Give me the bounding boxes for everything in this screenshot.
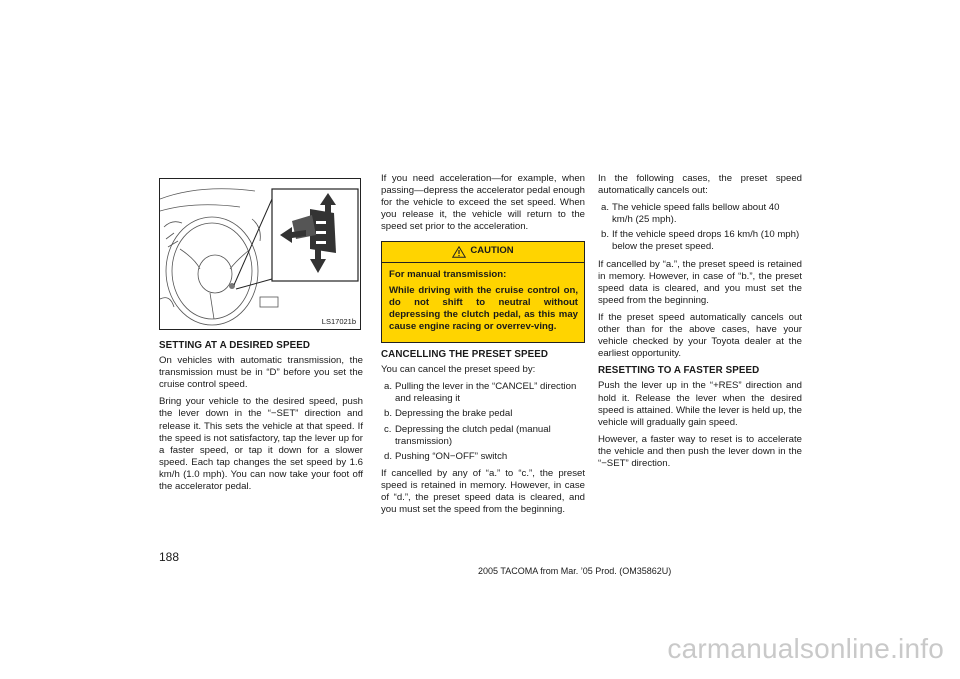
paragraph: However, a faster way to reset is to accelerate the vehicle and then push the lever down in the “−SET” direction.: [598, 433, 802, 469]
list-item: [381, 424, 585, 448]
paragraph: In the following cases, the preset speed automatically cancels out:: [598, 173, 802, 197]
list-key: b.: [601, 229, 610, 241]
list-item: [381, 381, 585, 405]
caution-header: [382, 242, 584, 262]
list-key: c.: [384, 423, 392, 435]
watermark: carmanualsonline.info: [667, 633, 944, 664]
page-number: 188: [159, 550, 180, 564]
list-item: [381, 451, 585, 463]
list-key: a.: [384, 381, 393, 393]
paragraph: If cancelled by “a.”, the preset speed is retained in memory. However, in case of “b.”, the preset speed data is cleared, and you must set the speed from the beginning.: [598, 258, 802, 306]
footer-text: 2005 TACOMA from Mar. ’05 Prod. (OM35862U): [478, 566, 672, 576]
steering-wheel-lever-drawing: [160, 179, 360, 329]
list-text: Pulling the lever in the “CANCEL” direction and releasing it: [395, 381, 577, 405]
warning-triangle-icon: [452, 246, 466, 258]
cruise-control-lever-illustration: [159, 178, 361, 330]
list-key: a.: [601, 202, 610, 214]
paragraph: If you need acceleration—for example, when passing—depress the accelerator pedal enough for the vehicle to exceed the set speed. When you release it, the vehicle will return to the speed set prior to the acceleration.: [381, 173, 585, 233]
column-3: [598, 173, 802, 475]
paragraph: Bring your vehicle to the desired speed, push the lever down in the “−SET” direction and release it. This sets the vehicle at that speed. If the speed is not satisfactory, tap the lever up for a faster speed, or tap it down for a slower speed. Each tap changes the set speed by 1.6 km/h (1.0 mph). You can now take your foot off the accelerator pedal.: [159, 396, 363, 493]
paragraph: If the preset speed automatically cancels out other than for the above cases, have your vehicle checked by your Toyota dealer at the earliest opportunity.: [598, 311, 802, 360]
list-text: Depressing the clutch pedal (manual transmission): [395, 423, 551, 447]
list-text: The vehicle speed falls bellow about 40 km/h (25 mph).: [612, 202, 780, 226]
caution-title: CAUTION: [470, 245, 514, 257]
paragraph: You can cancel the preset speed by:: [381, 364, 536, 376]
list-item: [598, 229, 802, 253]
paragraph: On vehicles with automatic transmission, the transmission must be in “D” before you set the cruise control speed.: [159, 355, 363, 391]
list-text: If the vehicle speed drops 16 km/h (10 mph) below the preset speed.: [612, 229, 800, 253]
figure-code: LS17021b: [321, 317, 356, 326]
heading-setting-speed: SETTING AT A DESIRED SPEED: [159, 340, 311, 351]
auto-cancel-list: [598, 202, 802, 253]
caution-line: While driving with the cruise control on, do not shift to neutral without depressing the clutch pedal, as this may cause engine racing or overrev-ving.: [389, 284, 578, 332]
caution-line: For manual transmission:: [389, 268, 507, 280]
caution-box: [381, 241, 585, 343]
list-key: b.: [384, 408, 393, 420]
heading-resetting: RESETTING TO A FASTER SPEED: [598, 365, 760, 377]
list-key: d.: [384, 450, 393, 462]
heading-cancelling: CANCELLING THE PRESET SPEED: [381, 349, 549, 361]
cancel-methods-list: [381, 381, 585, 463]
column-1: [159, 340, 363, 498]
list-item: [598, 202, 802, 226]
list-item: [381, 408, 585, 420]
list-text: Depressing the brake pedal: [395, 408, 513, 420]
caution-body: [382, 263, 584, 342]
list-text: Pushing “ON−OFF” switch: [395, 450, 508, 462]
paragraph: If cancelled by any of “a.” to “c.”, the preset speed is retained in memory. However, in case of “d.”, the preset speed data is cleared, and you must set the speed from the beginning.: [381, 467, 585, 516]
paragraph: Push the lever up in the “+RES” direction and hold it. Release the lever when the desired speed is attained. While the lever is held up, the vehicle will gradually gain speed.: [598, 380, 802, 428]
column-2: [381, 173, 585, 521]
